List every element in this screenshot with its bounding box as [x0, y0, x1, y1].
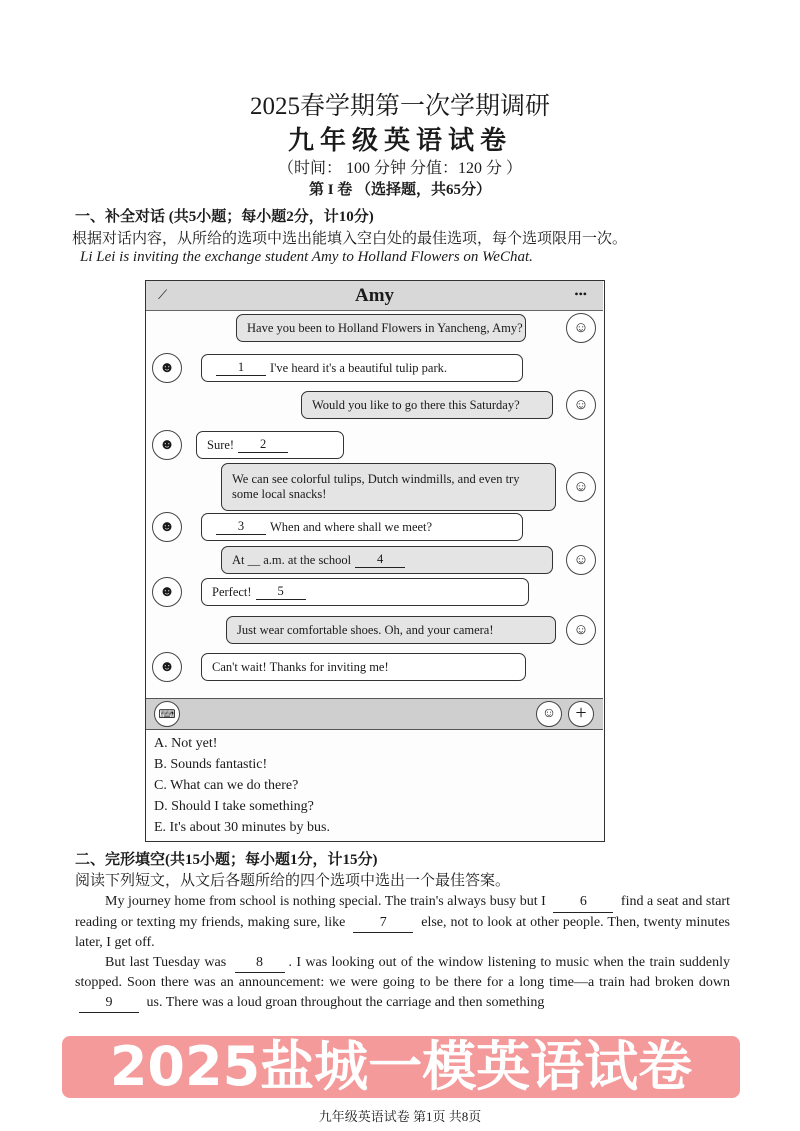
back-icon[interactable]: ⟋	[158, 287, 168, 302]
chat-bubble	[221, 463, 556, 511]
text: else, not to look at other people. Then, twenty minutes later, I get off.	[75, 914, 730, 950]
more-icon[interactable]: •••	[574, 287, 587, 301]
chat-header	[146, 281, 603, 311]
section2	[75, 850, 730, 1013]
girl-avatar-icon: ☻	[152, 353, 182, 383]
text: us. There was a loud groan throughout the carriage and then something	[143, 994, 545, 1010]
blank-8: 8	[235, 953, 285, 974]
message-text: Have you been to Holland Flowers in Yancheng, Amy?	[247, 320, 523, 335]
watermark-banner: 2025盐城一模英语试卷	[62, 1036, 740, 1098]
message-text: Would you like to go there this Saturday?	[312, 397, 520, 412]
blank-7: 7	[353, 913, 413, 934]
chat-bubble	[201, 354, 523, 382]
girl-avatar-icon: ☻	[152, 512, 182, 542]
message-text: When and where shall we meet?	[270, 519, 433, 534]
blank-1: 1	[216, 360, 266, 376]
message-text: At __ a.m. at the school	[232, 552, 352, 567]
exam-title: 2025春学期第一次学期调研	[249, 93, 550, 120]
text: find a seat and start reading or texting my friends, making sure, like	[75, 894, 730, 930]
text: My journey home from school is nothing special. The train's always busy but I	[105, 894, 550, 909]
section2-heading: 二、完形填空(共15小题；每小题1分，计15分)	[75, 852, 378, 868]
option: D. Should I take something?	[154, 799, 314, 814]
girl-avatar-icon: ☻	[152, 430, 182, 460]
chat-bubble	[201, 578, 529, 606]
chat-bubble	[201, 513, 523, 541]
page-footer: 九年级英语试卷 第1页 共8页	[318, 1109, 482, 1124]
boy-avatar-icon: ☺	[566, 390, 596, 420]
exam-subtitle: 九年级英语试卷	[287, 126, 512, 155]
text: But last Tuesday was	[105, 954, 231, 970]
blank-2: 2	[238, 437, 288, 453]
boy-avatar-icon: ☺	[566, 545, 596, 575]
message-text: Just wear comfortable shoes. Oh, and your camera!	[237, 622, 494, 637]
wechat-window	[145, 280, 605, 842]
exam-info: （时间： 100 分钟 分值：120 分 ）	[277, 160, 522, 177]
option: A. Not yet!	[154, 736, 218, 751]
option: C. What can we do there?	[154, 778, 299, 793]
section1-heading: 一、补全对话 (共5小题；每小题2分，计10分)	[75, 209, 374, 225]
section1-context: Li Lei is inviting the exchange student Amy to Holland Flowers on WeChat.	[80, 249, 533, 265]
blank-5: 5	[256, 584, 306, 600]
part-heading: 第 I 卷 （选择题，共65分）	[308, 182, 492, 198]
boy-avatar-icon: ☺	[566, 615, 596, 645]
blank-4: 4	[355, 552, 405, 568]
passage-paragraph	[75, 892, 730, 953]
chat-bubble	[221, 546, 553, 574]
option: B. Sounds fantastic!	[154, 757, 268, 772]
boy-avatar-icon: ☺	[566, 472, 596, 502]
section2-instruction: 阅读下列短文，从文后各题所给的四个选项中选出一个最佳答案。	[75, 873, 511, 889]
boy-avatar-icon: ☺	[566, 313, 596, 343]
chat-bubble	[201, 653, 526, 681]
chat-bubble	[301, 391, 553, 419]
blank-9: 9	[79, 993, 139, 1014]
chat-title: Amy	[354, 285, 395, 306]
chat-bubble	[196, 431, 344, 459]
emoji-icon[interactable]: ☺	[536, 701, 562, 727]
blank-3: 3	[216, 519, 266, 535]
girl-avatar-icon: ☻	[152, 577, 182, 607]
blank-6: 6	[553, 892, 613, 913]
option: E. It's about 30 minutes by bus.	[154, 820, 330, 835]
keyboard-icon[interactable]: ⌨	[154, 701, 180, 727]
passage-paragraph	[75, 953, 730, 1014]
message-text: Perfect!	[212, 584, 252, 599]
message-text: I've heard it's a beautiful tulip park.	[270, 360, 448, 375]
options-list	[154, 733, 330, 838]
message-text: We can see colorful tulips, Dutch windmills, and even try some local snacks!	[232, 472, 520, 501]
message-text: Sure!	[207, 437, 235, 452]
section1-instruction: 根据对话内容，从所给的选项中选出能填入空白处的最佳选项，每个选项限用一次。	[72, 231, 628, 247]
message-text: Can't wait! Thanks for inviting me!	[212, 659, 389, 674]
chat-bubble	[236, 314, 526, 342]
chat-toolbar	[146, 698, 603, 730]
plus-icon[interactable]: +	[568, 701, 594, 727]
text: . I was looking out of the window listening to music when the train suddenly stopped. Soon there was an announcement: we were going to be there for a long time—a train had broken down	[75, 954, 731, 990]
chat-bubble	[226, 616, 556, 644]
girl-avatar-icon: ☻	[152, 652, 182, 682]
